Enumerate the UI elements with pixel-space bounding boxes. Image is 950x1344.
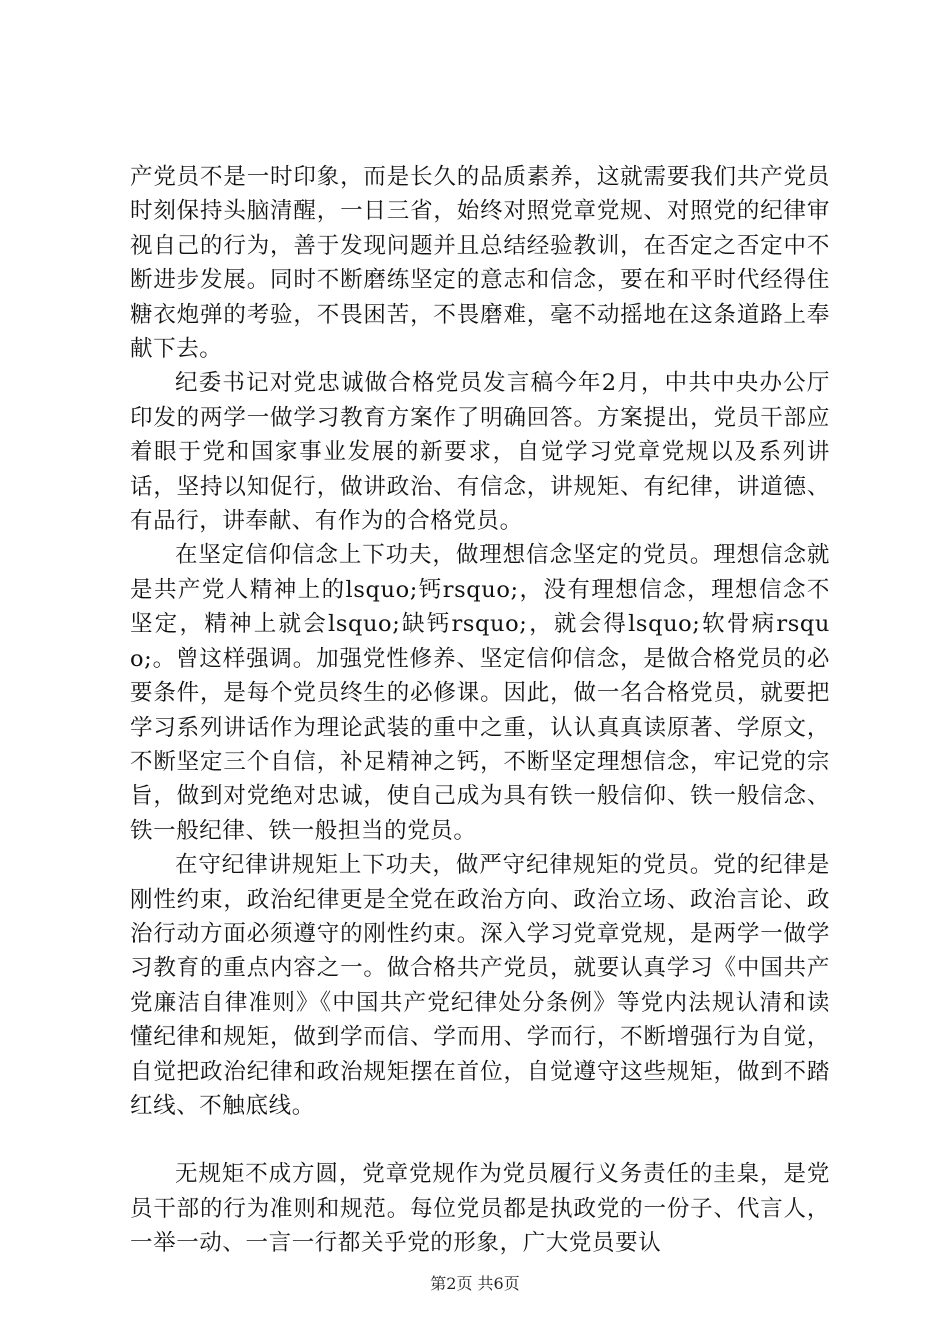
paragraph-5: 无规矩不成方圆，党章党规作为党员履行义务责任的圭臬，是党员干部的行为准则和规范。每位党员都是执政党的一份子、代言人，一举一动、一言一行都关乎党的形象，广大党员要认 [130, 1161, 830, 1257]
paragraph-4: 在守纪律讲规矩上下功夫，做严守纪律规矩的党员。党的纪律是刚性约束，政治纪律更是全党在政治方向、政治立场、政治言论、政治行动方面必须遵守的刚性约束。深入学习党章党规，是两学一做学习教育的重点内容之一。做合格共产党员，就要认真学习《中国共产党廉洁自律准则》《中国共产党纪律处分条例》等党内法规认清和读懂纪律和规矩，做到学而信、学而用、学而行，不断增强行为自觉，自觉把政治纪律和政治规矩摆在首位，自觉遵守这些规矩，做到不踏红线、不触底线。 [130, 852, 830, 1119]
document-body [130, 160, 830, 1261]
page-footer: 第2页 共6页 [430, 1274, 520, 1293]
paragraph-3: 在坚定信仰信念上下功夫，做理想信念坚定的党员。理想信念就是共产党人精神上的lsquo;钙rsquo;，没有理想信念，理想信念不坚定，精神上就会lsquo;缺钙rsquo;，就会得lsquo;软骨病rsquo;。曾这样强调。加强党性修养、坚定信仰信念，是做合格党员的必要条件，是每个党员终生的必修课。因此，做一名合格党员，就要把学习系列讲话作为理论武装的重中之重，认认真真读原著、学原文，不断坚定三个自信，补足精神之钙，不断坚定理想信念，牢记党的宗旨，做到对党绝对忠诚，使自己成为具有铁一般信仰、铁一般信念、铁一般纪律、铁一般担当的党员。 [130, 542, 830, 844]
paragraph-2: 纪委书记对党忠诚做合格党员发言稿今年2月，中共中央办公厅印发的两学一做学习教育方案作了明确回答。方案提出，党员干部应着眼于党和国家事业发展的新要求，自觉学习党章党规以及系列讲话，坚持以知促行，做讲政治、有信念，讲规矩、有纪律，讲道德、有品行，讲奉献、有作为的合格党员。 [130, 370, 830, 535]
paragraph-1: 产党员不是一时印象，而是长久的品质素养，这就需要我们共产党员时刻保持头脑清醒，一日三省，始终对照党章党规、对照党的纪律审视自己的行为，善于发现问题并且总结经验教训，在否定之否定中不断进步发展。同时不断磨练坚定的意志和信念，要在和平时代经得住糖衣炮弹的考验，不畏困苦，不畏磨难，毫不动摇地在这条道路上奉献下去。 [130, 164, 830, 363]
